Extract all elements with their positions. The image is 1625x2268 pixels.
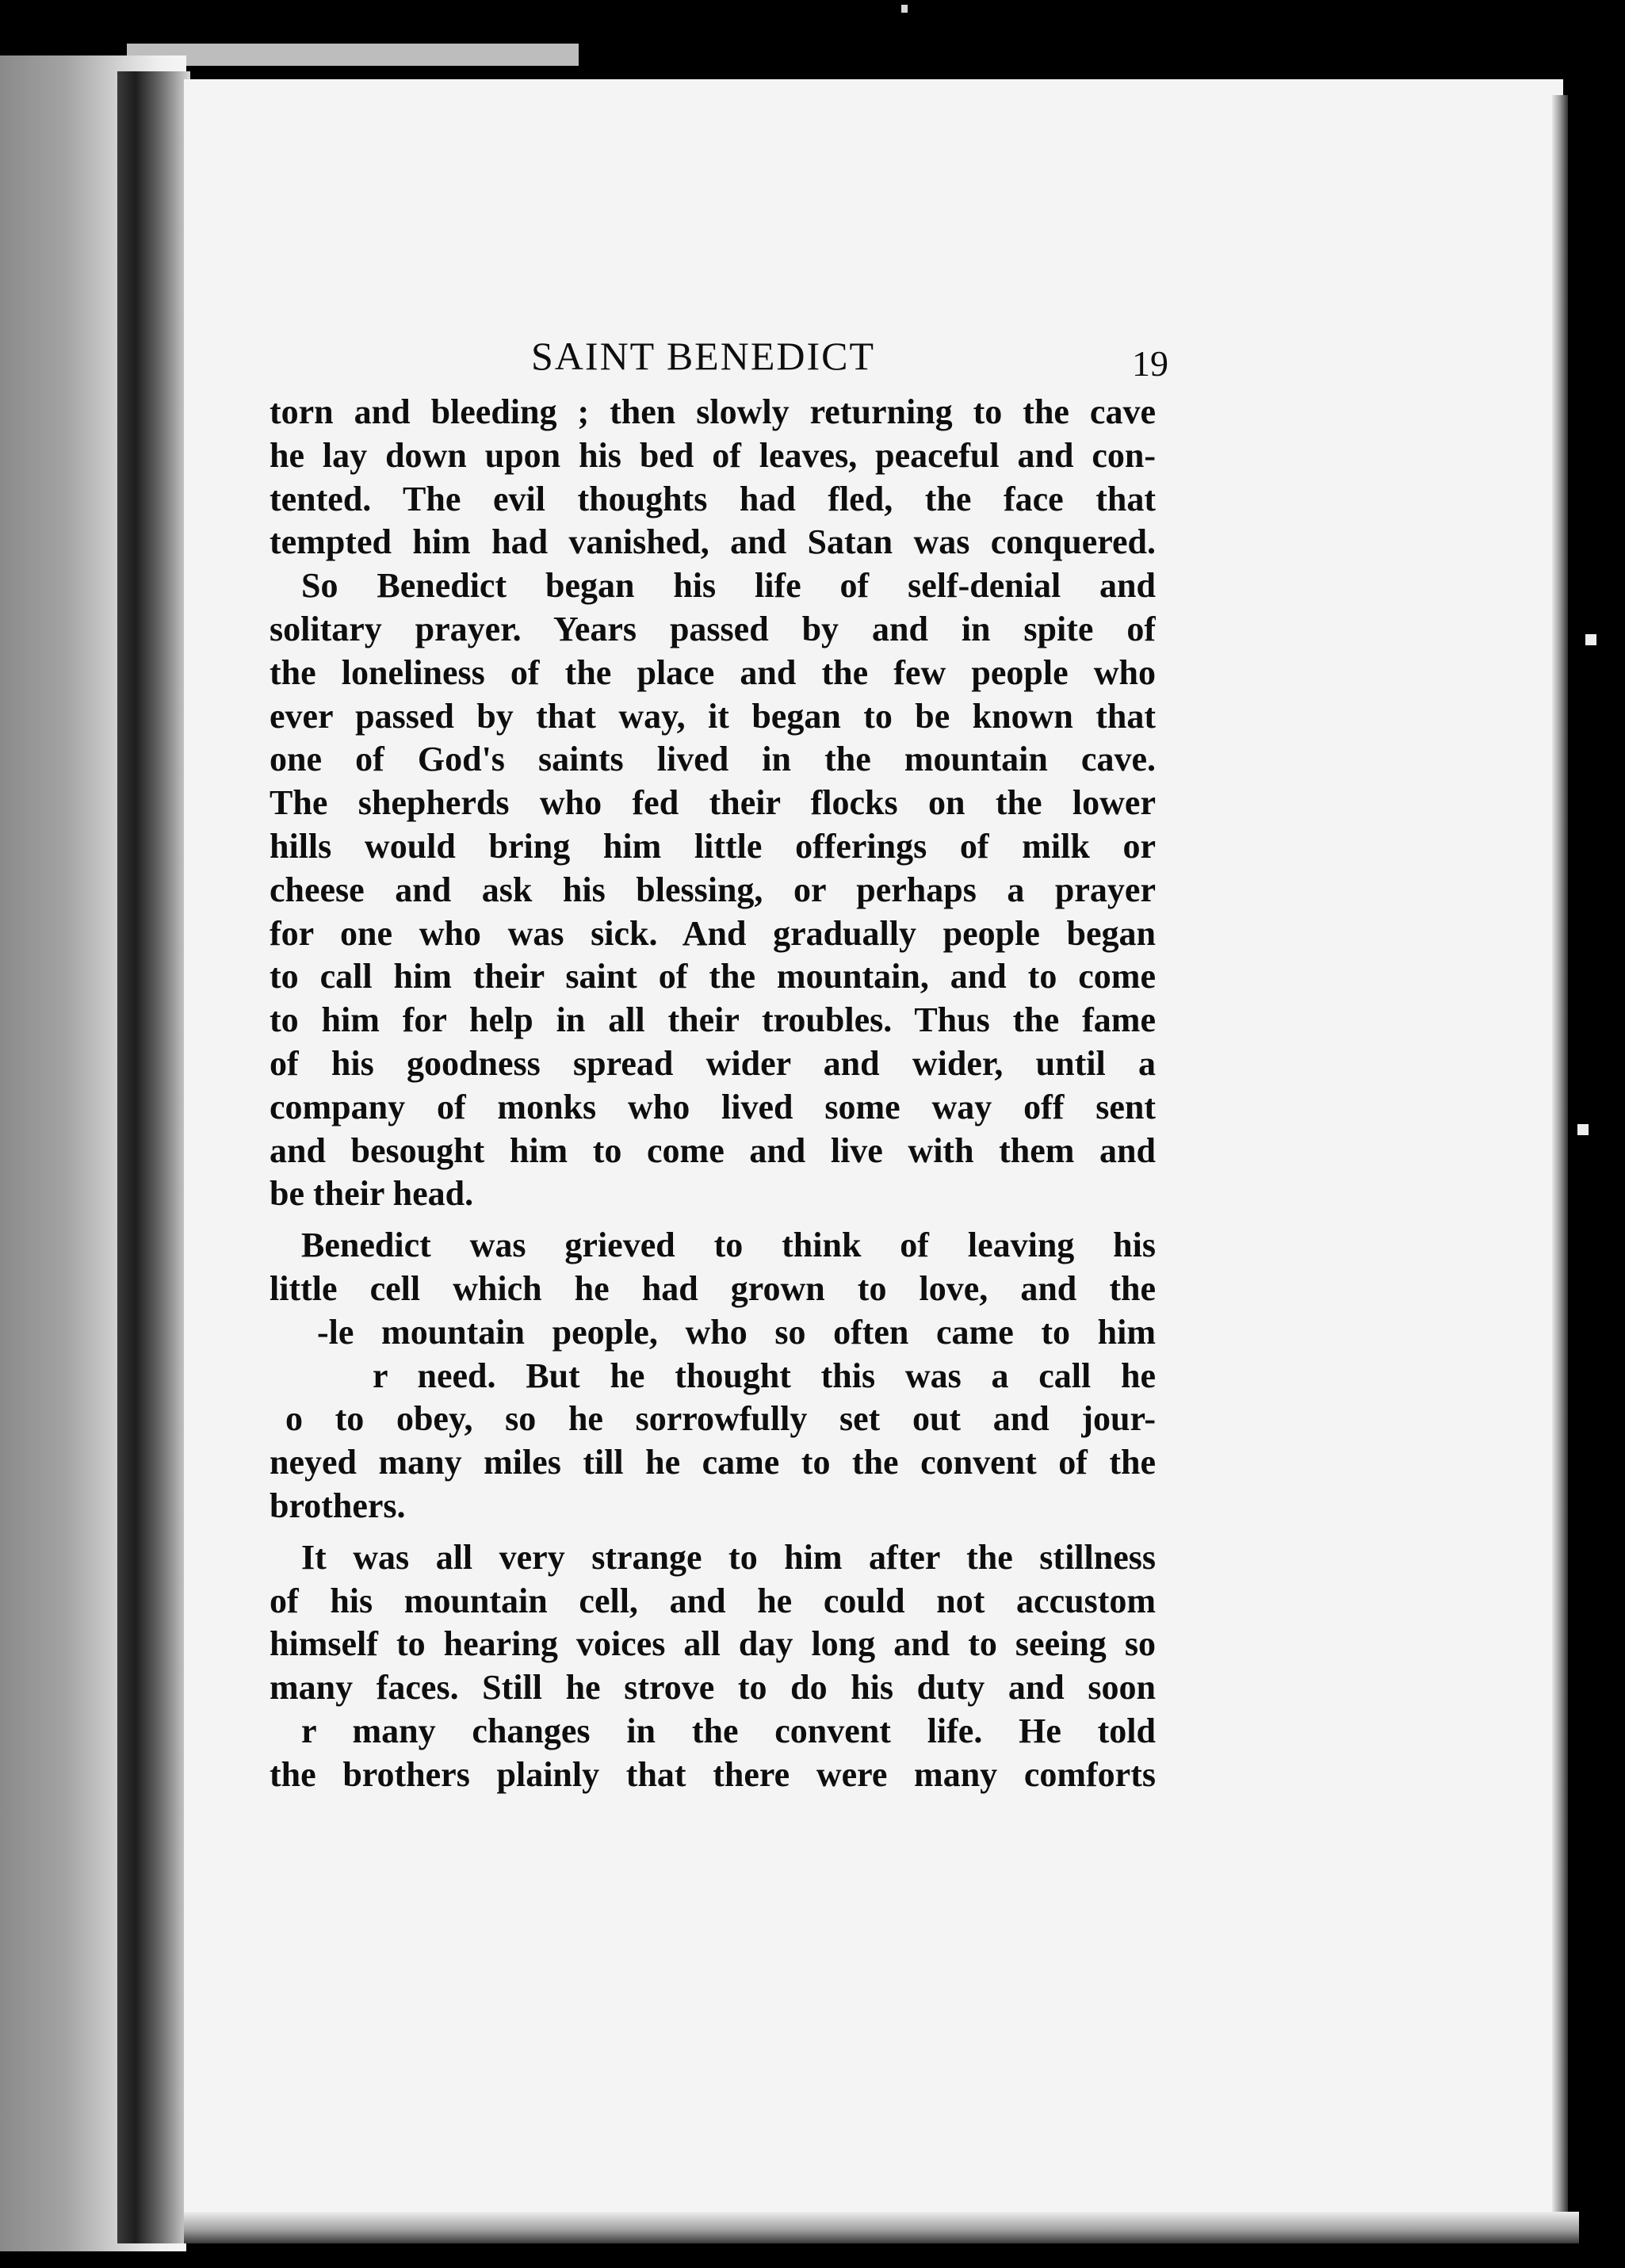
text-line: the brothers plainly that there were many comforts xyxy=(270,1754,1156,1794)
text-line: company of monks who lived some way off sent xyxy=(270,1087,1156,1126)
scan-speck xyxy=(1585,634,1596,645)
book-gutter-shadow xyxy=(117,71,190,2243)
text-line: he lay down upon his bed of leaves, peaceful and con- xyxy=(270,435,1156,475)
paragraph-gap xyxy=(270,1216,1156,1224)
scan-speck xyxy=(901,5,908,13)
scan-top-strip xyxy=(127,44,579,66)
paragraph xyxy=(270,1224,1156,1528)
text-line: So Benedict began his life of self-denial and xyxy=(301,566,1156,606)
text-line: to him for help in all their troubles. Thus the fame xyxy=(270,1000,1156,1040)
text-line: o to obey, so he sorrowfully set out and jour- xyxy=(285,1399,1156,1439)
text-line: himself to hearing voices all day long and to seeing so xyxy=(270,1624,1156,1664)
text-line: tented. The evil thoughts had fled, the face that xyxy=(270,479,1156,518)
text-line: It was all very strange to him after the stillness xyxy=(301,1537,1156,1577)
text-line: The shepherds who fed their flocks on the lower xyxy=(270,783,1156,823)
text-line: and besought him to come and live with them and xyxy=(270,1130,1156,1170)
text-line: r need. But he thought this was a call he xyxy=(373,1356,1156,1395)
text-line: cheese and ask his blessing, or perhaps a prayer xyxy=(270,870,1156,909)
text-line: to call him their saint of the mountain, and to come xyxy=(270,957,1156,996)
text-line: -le mountain people, who so often came to him xyxy=(317,1312,1156,1352)
text-line: r many changes in the convent life. He told xyxy=(301,1711,1156,1750)
text-line: brothers. xyxy=(270,1486,406,1525)
text-line: of his mountain cell, and he could not accustom xyxy=(270,1581,1156,1620)
text-line: for one who was sick. And gradually people began xyxy=(270,913,1156,953)
scan-speck xyxy=(1577,1124,1589,1135)
text-line: ever passed by that way, it began to be known that xyxy=(270,696,1156,736)
text-line: torn and bleeding ; then slowly returning to the cave xyxy=(270,392,1156,431)
page-number: 19 xyxy=(1132,343,1168,384)
running-head: SAINT BENEDICT xyxy=(531,334,876,378)
text-line: one of God's saints lived in the mountain cave. xyxy=(270,740,1156,779)
text-line: solitary prayer. Years passed by and in spite of xyxy=(270,609,1156,648)
text-line: be their head. xyxy=(270,1174,474,1214)
paragraph xyxy=(270,391,1156,564)
paragraph xyxy=(270,564,1156,1216)
text-line: neyed many miles till he came to the convent of the xyxy=(270,1443,1156,1482)
paragraph xyxy=(270,1536,1156,1797)
text-line: little cell which he had grown to love, and the xyxy=(270,1268,1156,1308)
body-text xyxy=(270,391,1156,1797)
text-line: the loneliness of the place and the few people who xyxy=(270,652,1156,692)
page-bottom-shadow xyxy=(184,2212,1579,2243)
text-line: hills would bring him little offerings of milk or xyxy=(270,826,1156,866)
text-line: many faces. Still he strove to do his duty and soon xyxy=(270,1668,1156,1708)
text-line: Benedict was grieved to think of leaving his xyxy=(301,1226,1156,1265)
page-fore-edge xyxy=(1552,95,1568,2235)
text-line: tempted him had vanished, and Satan was conquered. xyxy=(270,522,1156,562)
text-line: of his goodness spread wider and wider, until a xyxy=(270,1043,1156,1083)
paragraph-gap xyxy=(270,1528,1156,1536)
